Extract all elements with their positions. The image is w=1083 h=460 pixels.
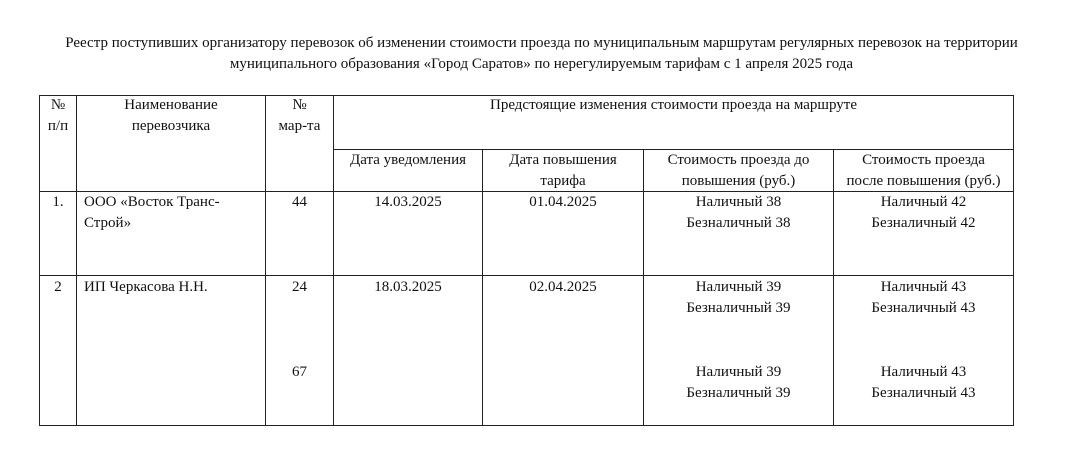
header-price-before-line-1: Стоимость проезда до: [667, 152, 810, 168]
header-carrier-line-1: Наименование: [124, 97, 218, 113]
header-num-line-2: п/п: [47, 118, 69, 134]
row1-num: 1.: [52, 194, 64, 210]
row2b-price-after: [834, 362, 1013, 404]
row2b-after-noncash: Безналичный 43: [871, 385, 976, 401]
row2a-before-cash: Наличный 39: [695, 279, 782, 295]
row1-carrier: [84, 192, 262, 234]
header-num: [40, 95, 76, 137]
row2a-after-noncash: Безналичный 43: [871, 300, 976, 316]
header-route-line-1: №: [292, 97, 307, 113]
row2b-before-noncash: Безналичный 39: [686, 385, 791, 401]
header-carrier: [77, 95, 265, 137]
row1-route: 44: [292, 194, 307, 210]
row2a-after-cash: Наличный 43: [880, 279, 967, 295]
row2-carrier: ИП Черкасова Н.Н.: [84, 279, 208, 295]
row2-route-b: 67: [292, 364, 307, 380]
row-divider: [39, 275, 1014, 276]
row2-notice-date: 18.03.2025: [374, 279, 442, 295]
table-border-bottom: [39, 425, 1014, 426]
row1-carrier-line-1: ООО «Восток Транс-: [84, 194, 220, 210]
header-num-line-1: №: [50, 97, 66, 113]
header-route: [266, 95, 333, 137]
header-group: Предстоящие изменения стоимости проезда на маршруте: [489, 97, 857, 113]
title-line-1: Реестр поступивших организатору перевозок об изменении стоимости проезда по муниципальным маршрутам регулярных перевозок на территории: [65, 35, 1018, 51]
header-price-after-line-2: после повышения (руб.): [846, 173, 1001, 189]
row2-raise-date: 02.04.2025: [529, 279, 597, 295]
header-raise-date: [483, 150, 643, 192]
header-price-after-line-1: Стоимость проезда: [862, 152, 985, 168]
row1-price-before: [644, 192, 833, 234]
table-border-left: [39, 95, 40, 426]
row1-carrier-line-2: Строй»: [84, 215, 132, 231]
row2a-before-noncash: Безналичный 39: [686, 300, 791, 316]
col-divider-1: [76, 95, 77, 426]
header-raise-date-line-2: тарифа: [540, 173, 586, 189]
row2a-price-before: [644, 277, 833, 319]
row2-num: 2: [54, 279, 62, 295]
row1-before-noncash: Безналичный 38: [686, 215, 791, 231]
header-notice-date: Дата уведомления: [349, 152, 467, 168]
row2b-after-cash: Наличный 43: [880, 364, 967, 380]
row2b-before-cash: Наличный 39: [695, 364, 782, 380]
header-price-before-line-2: повышения (руб.): [681, 173, 796, 189]
row1-notice-date: 14.03.2025: [374, 194, 442, 210]
header-price-before: [644, 150, 833, 192]
row2b-price-before: [644, 362, 833, 404]
row1-raise-date: 01.04.2025: [529, 194, 597, 210]
row2a-price-after: [834, 277, 1013, 319]
header-route-line-2: мар-та: [278, 118, 321, 134]
header-carrier-line-2: перевозчика: [131, 118, 211, 134]
col-divider-3: [333, 95, 334, 426]
row2-route-a: 24: [292, 279, 307, 295]
row1-after-cash: Наличный 42: [880, 194, 967, 210]
row1-before-cash: Наличный 38: [695, 194, 782, 210]
row1-price-after: [834, 192, 1013, 234]
row1-after-noncash: Безналичный 42: [871, 215, 976, 231]
header-price-after: [834, 150, 1013, 192]
header-raise-date-line-1: Дата повышения: [509, 152, 617, 168]
table-border-right: [1013, 95, 1014, 426]
title-line-2: муниципального образования «Город Саратов» по нерегулируемым тарифам с 1 апреля 2025 года: [229, 56, 854, 72]
